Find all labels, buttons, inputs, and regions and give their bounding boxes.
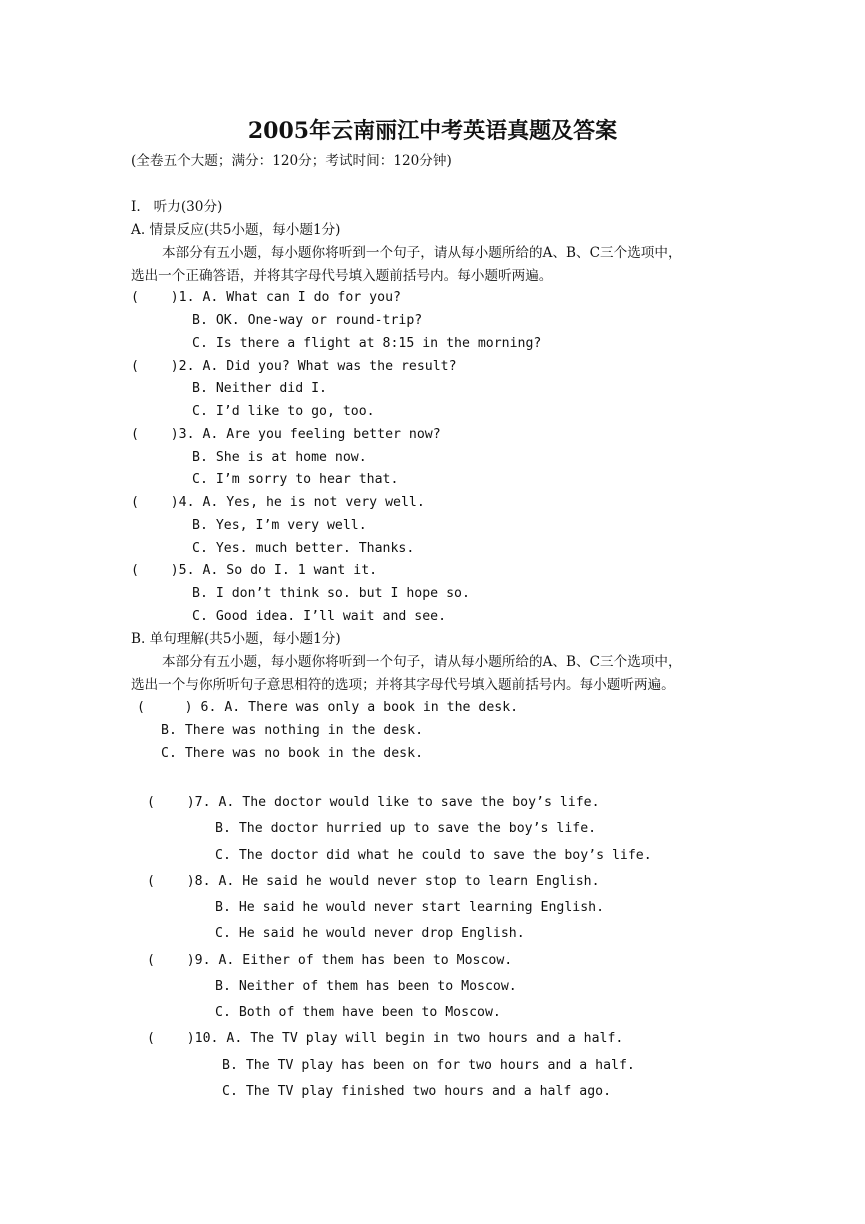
question-8-option-b: B. He said he would never start learning English. <box>215 900 605 915</box>
question-1-option-b: B. OK. One-way or round-trip? <box>192 313 423 328</box>
question-5-option-c: C. Good idea. I’ll wait and see. <box>192 609 447 624</box>
question-3-option-c: C. I’m sorry to hear that. <box>192 472 399 487</box>
question-5-option-b: B. I don’t think so. but I hope so. <box>192 586 470 601</box>
question-10-stem: ( )10. A. The TV play will begin in two hours and a half. <box>147 1031 624 1046</box>
section-heading-listening: I. 听力(30分) <box>131 199 223 215</box>
question-9-stem: ( )9. A. Either of them has been to Moscow. <box>147 953 513 968</box>
question-7-option-b: B. The doctor hurried up to save the boy’s life. <box>215 821 597 836</box>
question-6-option-b: B. There was nothing in the desk. <box>161 723 424 738</box>
question-4-option-c: C. Yes. much better. Thanks. <box>192 541 415 556</box>
part-b-instruction-line-2: 选出一个与你所听句子意思相符的选项；并将其字母代号填入题前括号内。每小题听两遍。 <box>131 677 675 693</box>
exam-info: (全卷五个大题；满分：120分；考试时间：120分钟) <box>131 153 452 169</box>
part-b-instruction-line-1: 本部分有五小题，每小题你将听到一个句子，请从每小题所给的A、B、C三个选项中， <box>162 654 682 670</box>
question-9-option-b: B. Neither of them has been to Moscow. <box>215 979 517 994</box>
question-4-option-b: B. Yes, I’m very well. <box>192 518 367 533</box>
question-2-stem: ( )2. A. Did you? What was the result? <box>131 359 457 374</box>
question-10-option-b: B. The TV play has been on for two hours and a half. <box>222 1058 635 1073</box>
question-2-option-b: B. Neither did I. <box>192 381 327 396</box>
question-10-option-c: C. The TV play finished two hours and a half ago. <box>222 1084 612 1099</box>
part-b-heading: B. 单句理解(共5小题，每小题1分) <box>131 631 341 647</box>
question-3-option-b: B. She is at home now. <box>192 450 367 465</box>
part-a-heading: A. 情景反应(共5小题，每小题1分) <box>131 222 341 238</box>
question-3-stem: ( )3. A. Are you feeling better now? <box>131 427 441 442</box>
question-7-stem: ( )7. A. The doctor would like to save the boy’s life. <box>147 795 600 810</box>
question-5-stem: ( )5. A. So do I. 1 want it. <box>131 563 378 578</box>
question-9-option-c: C. Both of them have been to Moscow. <box>215 1005 501 1020</box>
question-6-option-c: C. There was no book in the desk. <box>161 746 424 761</box>
question-6-stem: ( ) 6. A. There was only a book in the desk. <box>137 700 519 715</box>
part-a-instruction-line-1: 本部分有五小题，每小题你将听到一个句子，请从每小题所给的A、B、C三个选项中， <box>162 245 682 261</box>
question-7-option-c: C. The doctor did what he could to save the boy’s life. <box>215 848 652 863</box>
question-8-stem: ( )8. A. He said he would never stop to learn English. <box>147 874 600 889</box>
part-a-instruction-line-2: 选出一个正确答语，并将其字母代号填入题前括号内。每小题听两遍。 <box>131 268 553 284</box>
question-8-option-c: C. He said he would never drop English. <box>215 926 525 941</box>
page-title: 2005年云南丽江中考英语真题及答案 <box>247 118 618 144</box>
question-2-option-c: C. I’d like to go, too. <box>192 404 375 419</box>
question-1-option-c: C. Is there a flight at 8:15 in the morning? <box>192 336 542 351</box>
question-1-stem: ( )1. A. What can I do for you? <box>131 290 401 305</box>
question-4-stem: ( )4. A. Yes, he is not very well. <box>131 495 425 510</box>
